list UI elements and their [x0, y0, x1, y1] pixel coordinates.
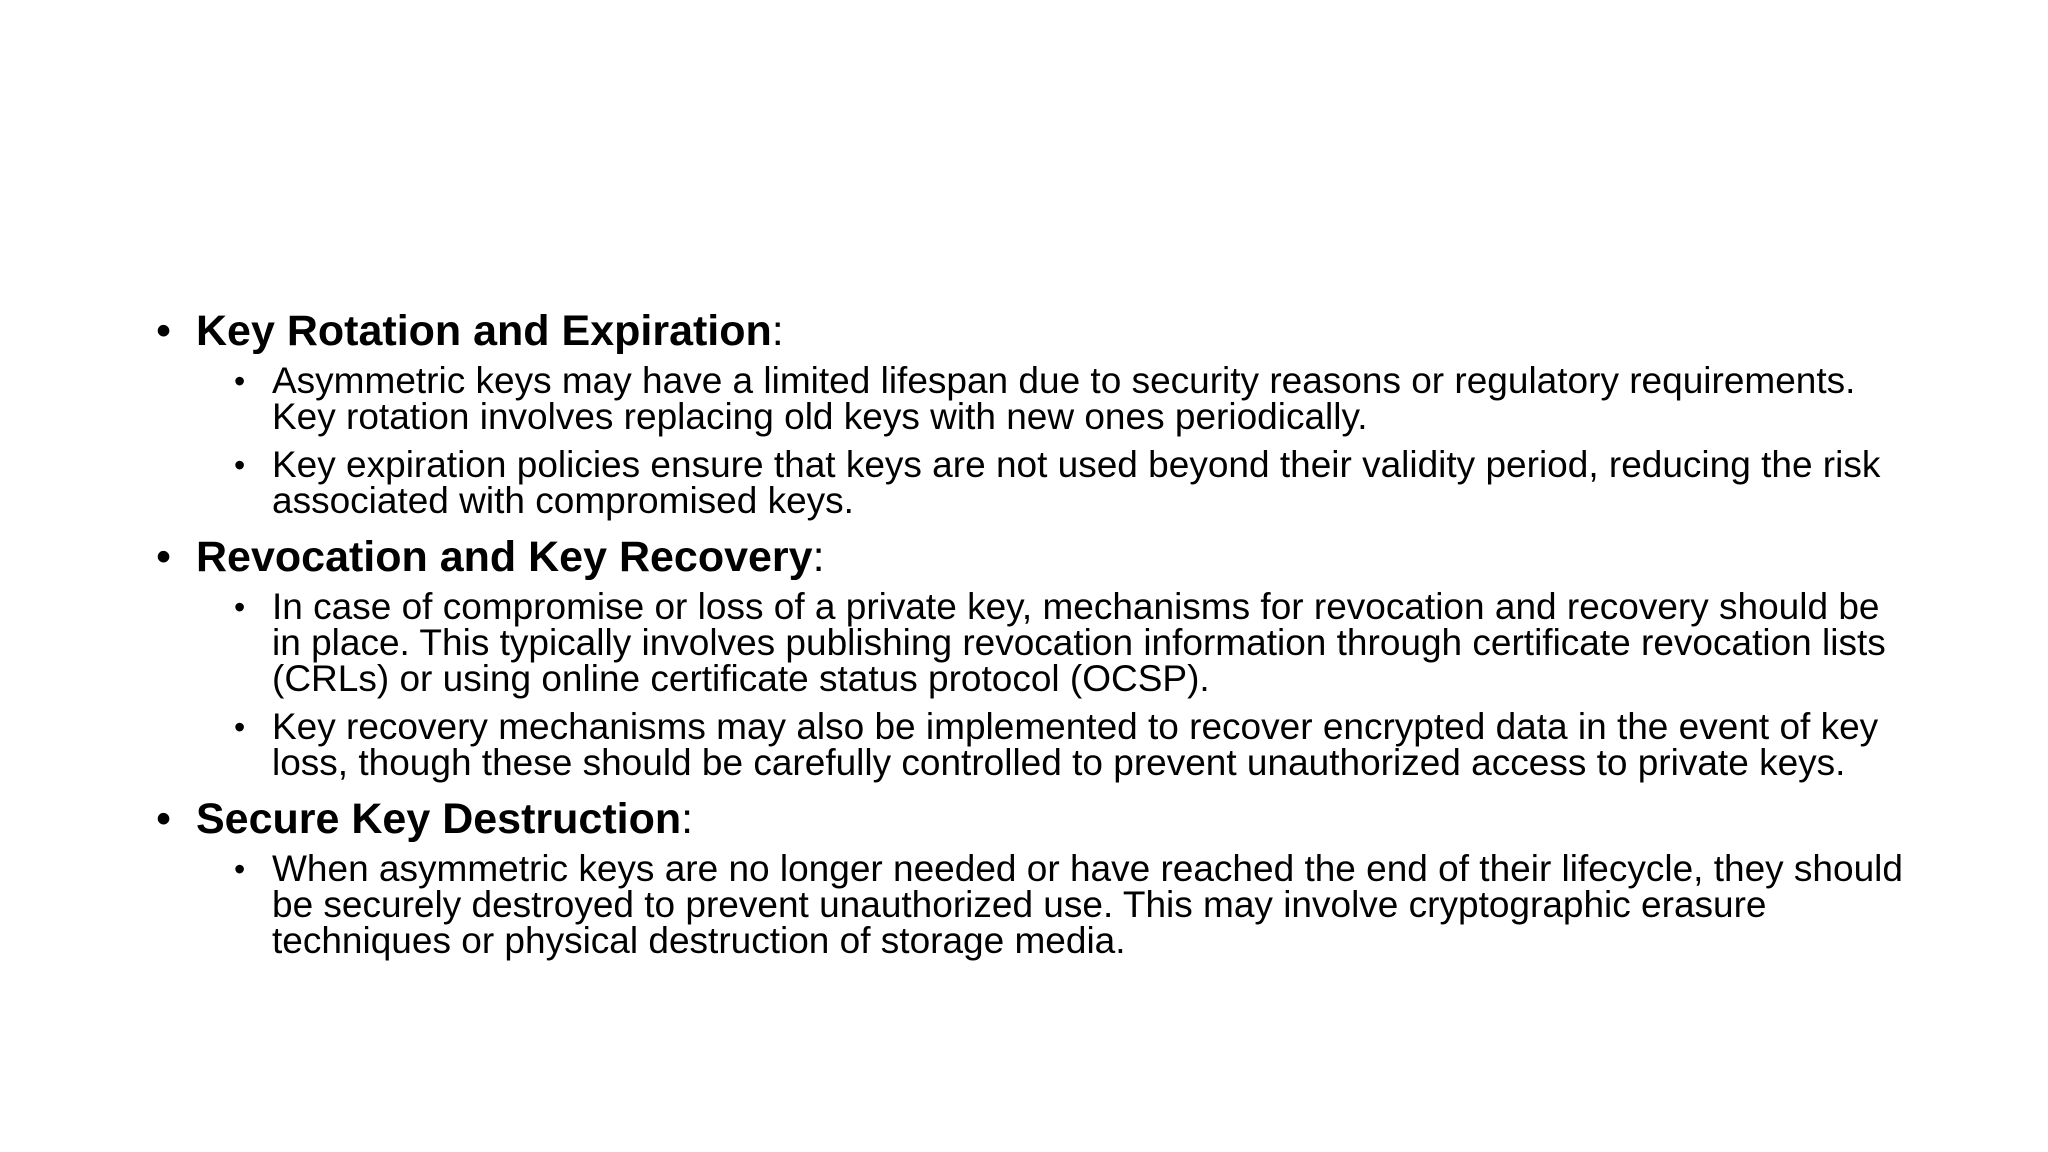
sub-bullet — [234, 848, 1916, 961]
sub-bullet-text: Asymmetric keys may have a limited lifespan due to security reasons or regulatory requirements. Key rotation involves replacing old keys with new ones periodically. — [272, 360, 1856, 437]
sub-bullet — [234, 706, 1916, 783]
section-heading: Revocation and Key Recovery — [196, 533, 813, 581]
bullet-icon: • — [234, 589, 246, 625]
sub-bullet — [234, 444, 1916, 521]
sub-bullet-text: Key expiration policies ensure that keys are not used beyond their validity period, reducing the risk associated with compromised keys. — [272, 444, 1881, 521]
bullet-icon: • — [234, 709, 246, 745]
section-heading: Key Rotation and Expiration — [196, 307, 772, 355]
bullet-icon: • — [234, 447, 246, 483]
bullet-icon: • — [234, 363, 246, 399]
section-heading-line — [156, 793, 1916, 845]
sub-bullet — [234, 360, 1916, 437]
section-key-rotation — [156, 305, 1916, 519]
heading-suffix: : — [771, 307, 784, 355]
section-secure-destruction — [156, 793, 1916, 959]
sub-bullet — [234, 586, 1916, 699]
bullet-icon: • — [156, 533, 172, 581]
section-heading-line — [156, 531, 1916, 583]
bullet-icon: • — [156, 307, 172, 355]
section-heading: Secure Key Destruction — [196, 795, 682, 843]
section-heading-line — [156, 305, 1916, 357]
slide-body — [156, 305, 1916, 971]
bullet-icon: • — [156, 795, 172, 843]
sub-bullet-text: When asymmetric keys are no longer needed or have reached the end of their lifecycle, they should be securely destroyed to prevent unauthorized use. This may involve cryptographic erasure techniques or physical destruction of storage media. — [272, 848, 1903, 961]
heading-suffix: : — [681, 795, 694, 843]
bullet-icon: • — [234, 851, 246, 887]
section-revocation-recovery — [156, 531, 1916, 781]
heading-suffix: : — [812, 533, 825, 581]
sub-bullet-text: In case of compromise or loss of a private key, mechanisms for revocation and recovery should be in place. This typically involves publishing revocation information through certificate revocation lists (CRLs) or using online certificate status protocol (OCSP). — [272, 586, 1886, 699]
sub-bullet-text: Key recovery mechanisms may also be implemented to recover encrypted data in the event of key loss, though these should be carefully controlled to prevent unauthorized access to private keys. — [272, 706, 1879, 783]
